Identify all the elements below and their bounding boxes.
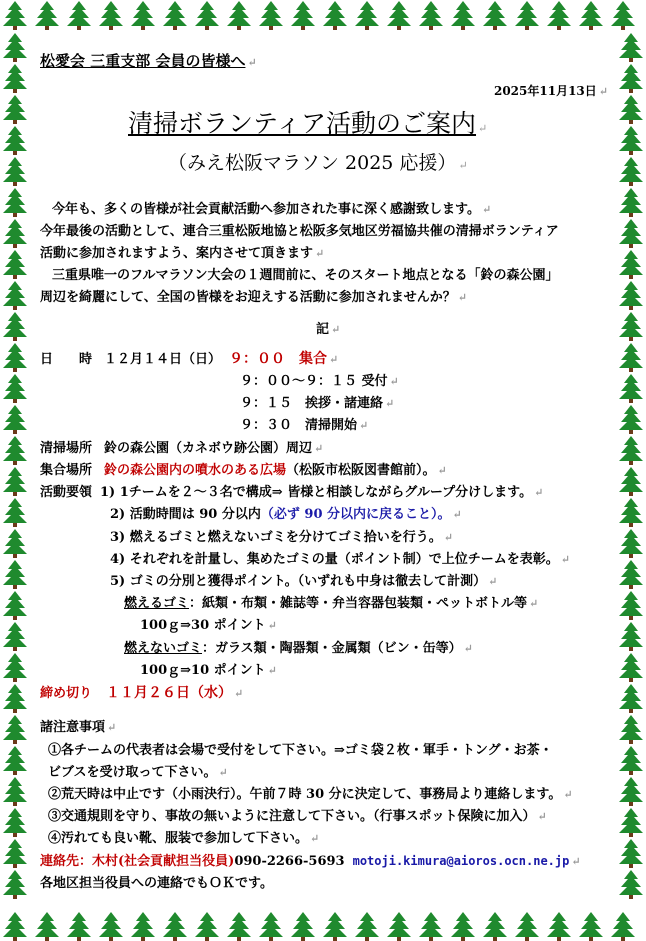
contact-extra: 各地区担当役員への連絡でもＯＫです。: [40, 876, 273, 891]
nonburnable-line: 燃えないゴミ：ガラス類・陶器類・金属類（ビン・缶等） ↵: [124, 641, 473, 656]
christmas-tree-icon: [416, 911, 446, 941]
christmas-tree-icon: [616, 838, 646, 868]
christmas-tree-icon: [512, 0, 542, 30]
christmas-tree-icon: [192, 0, 222, 30]
christmas-tree-icon: [128, 911, 158, 941]
intro-line-2: 今年最後の活動として、連合三重松阪地協と松阪多気地区労福協共催の清掃ボランティア: [40, 224, 559, 239]
note-item-1: ①各チームの代表者は会場で受付をして下さい。⇒ゴミ袋２枚・軍手・トング・お茶・: [48, 743, 553, 758]
christmas-tree-icon: [0, 869, 30, 899]
intro-line-4: 三重県唯一のフルマラソン大会の１週間前に、そのスタート地点となる「鈴の森公園」: [52, 268, 559, 283]
christmas-tree-icon: [352, 911, 382, 941]
christmas-tree-icon: [0, 404, 30, 434]
christmas-tree-icon: [224, 911, 254, 941]
ki-heading: 記 ↵: [316, 322, 341, 337]
christmas-tree-icon: [192, 911, 222, 941]
christmas-tree-icon: [616, 342, 646, 372]
christmas-tree-icon: [512, 911, 542, 941]
christmas-tree-icon: [32, 0, 62, 30]
christmas-tree-icon: [616, 404, 646, 434]
procedure-step-2: 2) 活動時間は 90 分以内（必ず 90 分以内に戻ること）。 ↵: [110, 507, 462, 522]
christmas-tree-icon: [0, 590, 30, 620]
deadline-line: 締め切り １１月２６日（水） ↵: [40, 685, 244, 701]
christmas-tree-icon: [416, 0, 446, 30]
christmas-tree-icon: [0, 249, 30, 279]
christmas-tree-icon: [616, 187, 646, 217]
christmas-tree-icon: [0, 838, 30, 868]
christmas-tree-icon: [616, 311, 646, 341]
intro-line-5: 周辺を綺麗にして、全国の皆様をお迎えする活動に参加されませんか？ ↵: [40, 290, 467, 305]
document-body: [40, 40, 608, 900]
christmas-tree-icon: [0, 187, 30, 217]
christmas-tree-icon: [616, 590, 646, 620]
page-title: 清掃ボランティア活動のご案内 ↵: [128, 109, 488, 138]
christmas-tree-icon: [384, 0, 414, 30]
christmas-tree-icon: [616, 652, 646, 682]
christmas-tree-icon: [616, 869, 646, 899]
christmas-tree-icon: [616, 497, 646, 527]
christmas-tree-icon: [0, 435, 30, 465]
christmas-tree-icon: [616, 745, 646, 775]
christmas-tree-icon: [0, 94, 30, 124]
christmas-tree-icon: [616, 776, 646, 806]
christmas-tree-icon: [0, 0, 30, 30]
christmas-tree-icon: [616, 125, 646, 155]
christmas-tree-icon: [64, 0, 94, 30]
christmas-tree-icon: [616, 807, 646, 837]
christmas-tree-icon: [0, 911, 30, 941]
christmas-tree-icon: [0, 621, 30, 651]
christmas-tree-icon: [0, 156, 30, 186]
christmas-tree-icon: [0, 652, 30, 682]
christmas-tree-icon: [616, 435, 646, 465]
christmas-tree-icon: [288, 0, 318, 30]
christmas-tree-icon: [616, 466, 646, 496]
christmas-tree-icon: [96, 911, 126, 941]
christmas-tree-icon: [0, 528, 30, 558]
notes-heading: 諸注意事項 ↵: [40, 720, 117, 735]
christmas-tree-icon: [544, 0, 574, 30]
christmas-tree-icon: [0, 497, 30, 527]
christmas-tree-icon: [128, 0, 158, 30]
christmas-tree-icon: [64, 911, 94, 941]
christmas-tree-icon: [352, 0, 382, 30]
christmas-tree-icon: [576, 0, 606, 30]
burnable-points: 100ｇ⇒30 ポイント ↵: [140, 618, 277, 633]
note-item-3: ③交通規則を守り、事故の無いように注意して下さい。（行事スポット保険に加入） ↵: [48, 809, 547, 824]
christmas-tree-icon: [0, 311, 30, 341]
christmas-tree-icon: [0, 559, 30, 589]
note-item-1b: ビブスを受け取って下さい。 ↵: [48, 765, 228, 780]
note-item-2: ②荒天時は中止です（小雨決行）。午前７時 30 分に決定して、事務局より連絡します。 ↵: [48, 787, 573, 802]
christmas-tree-icon: [0, 218, 30, 248]
christmas-tree-icon: [320, 0, 350, 30]
christmas-tree-icon: [96, 0, 126, 30]
addressee: 松愛会 三重支部 会員の皆様へ ↵: [40, 52, 257, 70]
christmas-tree-icon: [0, 714, 30, 744]
date: 2025年11月13日 ↵: [493, 84, 608, 98]
note-item-4: ④汚れても良い靴、服装で参加して下さい。 ↵: [48, 831, 320, 846]
christmas-tree-icon: [616, 63, 646, 93]
christmas-tree-icon: [448, 0, 478, 30]
christmas-tree-icon: [544, 911, 574, 941]
schedule-line: 日 時 １２月１４日（日） ９：００ 集合 ↵: [40, 351, 339, 367]
christmas-tree-icon: [616, 280, 646, 310]
christmas-tree-icon: [0, 776, 30, 806]
contact-email-link[interactable]: motoji.kimura@aioros.ocn.ne.jp: [352, 854, 570, 868]
christmas-tree-icon: [608, 911, 638, 941]
intro-line-1: 今年も、多くの皆様が社会貢献活動へ参加された事に深く感謝致します。 ↵: [52, 202, 492, 217]
christmas-tree-icon: [0, 807, 30, 837]
christmas-tree-icon: [608, 0, 638, 30]
intro-line-3: 活動に参加されますよう、案内させて頂きます ↵: [40, 246, 325, 261]
christmas-tree-icon: [480, 911, 510, 941]
christmas-tree-icon: [32, 911, 62, 941]
christmas-tree-icon: [160, 911, 190, 941]
christmas-tree-icon: [616, 32, 646, 62]
procedure-step-1: 活動要領 1) 1チームを２～３名で構成⇒ 皆様と相談しながらグループ分けします。 ↵: [40, 485, 544, 500]
contact-line: 連絡先：木村(社会貢献担当役員)090-2266-5693 motoji.kimura@aioros.ocn.ne.jp ↵: [40, 854, 581, 869]
christmas-tree-icon: [616, 528, 646, 558]
christmas-tree-icon: [384, 911, 414, 941]
christmas-tree-icon: [0, 373, 30, 403]
christmas-tree-icon: [616, 156, 646, 186]
christmas-tree-icon: [448, 911, 478, 941]
christmas-tree-icon: [616, 373, 646, 403]
christmas-tree-icon: [0, 683, 30, 713]
christmas-tree-icon: [256, 911, 286, 941]
christmas-tree-icon: [224, 0, 254, 30]
christmas-tree-icon: [480, 0, 510, 30]
location-line: 清掃場所 鈴の森公園（カネボウ跡公園）周辺 ↵: [40, 441, 324, 456]
christmas-tree-icon: [616, 94, 646, 124]
christmas-tree-icon: [256, 0, 286, 30]
christmas-tree-icon: [160, 0, 190, 30]
christmas-tree-icon: [0, 745, 30, 775]
christmas-tree-icon: [616, 621, 646, 651]
schedule-item-3: ９：３０ 清掃開始 ↵: [240, 418, 369, 433]
christmas-tree-icon: [0, 280, 30, 310]
schedule-item-1: ９：００～９：１５ 受付 ↵: [240, 374, 399, 389]
christmas-tree-icon: [288, 911, 318, 941]
christmas-tree-icon: [616, 714, 646, 744]
christmas-tree-icon: [0, 466, 30, 496]
christmas-tree-icon: [0, 125, 30, 155]
procedure-step-4: 4) それぞれを計量し、集めたゴミの量（ポイント制）で上位チームを表彰。 ↵: [110, 552, 570, 567]
schedule-item-2: ９：１５ 挨拶・諸連絡 ↵: [240, 396, 395, 411]
christmas-tree-icon: [576, 911, 606, 941]
christmas-tree-icon: [0, 32, 30, 62]
christmas-tree-icon: [616, 683, 646, 713]
nonburnable-points: 100ｇ⇒10 ポイント ↵: [140, 663, 277, 678]
procedure-step-3: 3) 燃えるゴミと燃えないゴミを分けてゴミ拾いを行う。 ↵: [110, 530, 453, 545]
burnable-line: 燃えるゴミ：紙類・布類・雑誌等・弁当容器包装類・ペットボトル等 ↵: [124, 596, 539, 611]
page-subtitle: （みえ松阪マラソン 2025 応援） ↵: [168, 152, 468, 174]
christmas-tree-icon: [616, 249, 646, 279]
christmas-tree-icon: [0, 342, 30, 372]
meeting-line: 集合場所 鈴の森公園内の噴水のある広場（松阪市松阪図書館前）。 ↵: [40, 463, 447, 478]
christmas-tree-icon: [320, 911, 350, 941]
christmas-tree-icon: [616, 559, 646, 589]
christmas-tree-icon: [0, 63, 30, 93]
procedure-step-5: 5) ゴミの分別と獲得ポイント。（いずれも中身は徹去して計測） ↵: [110, 574, 498, 589]
christmas-tree-icon: [616, 218, 646, 248]
